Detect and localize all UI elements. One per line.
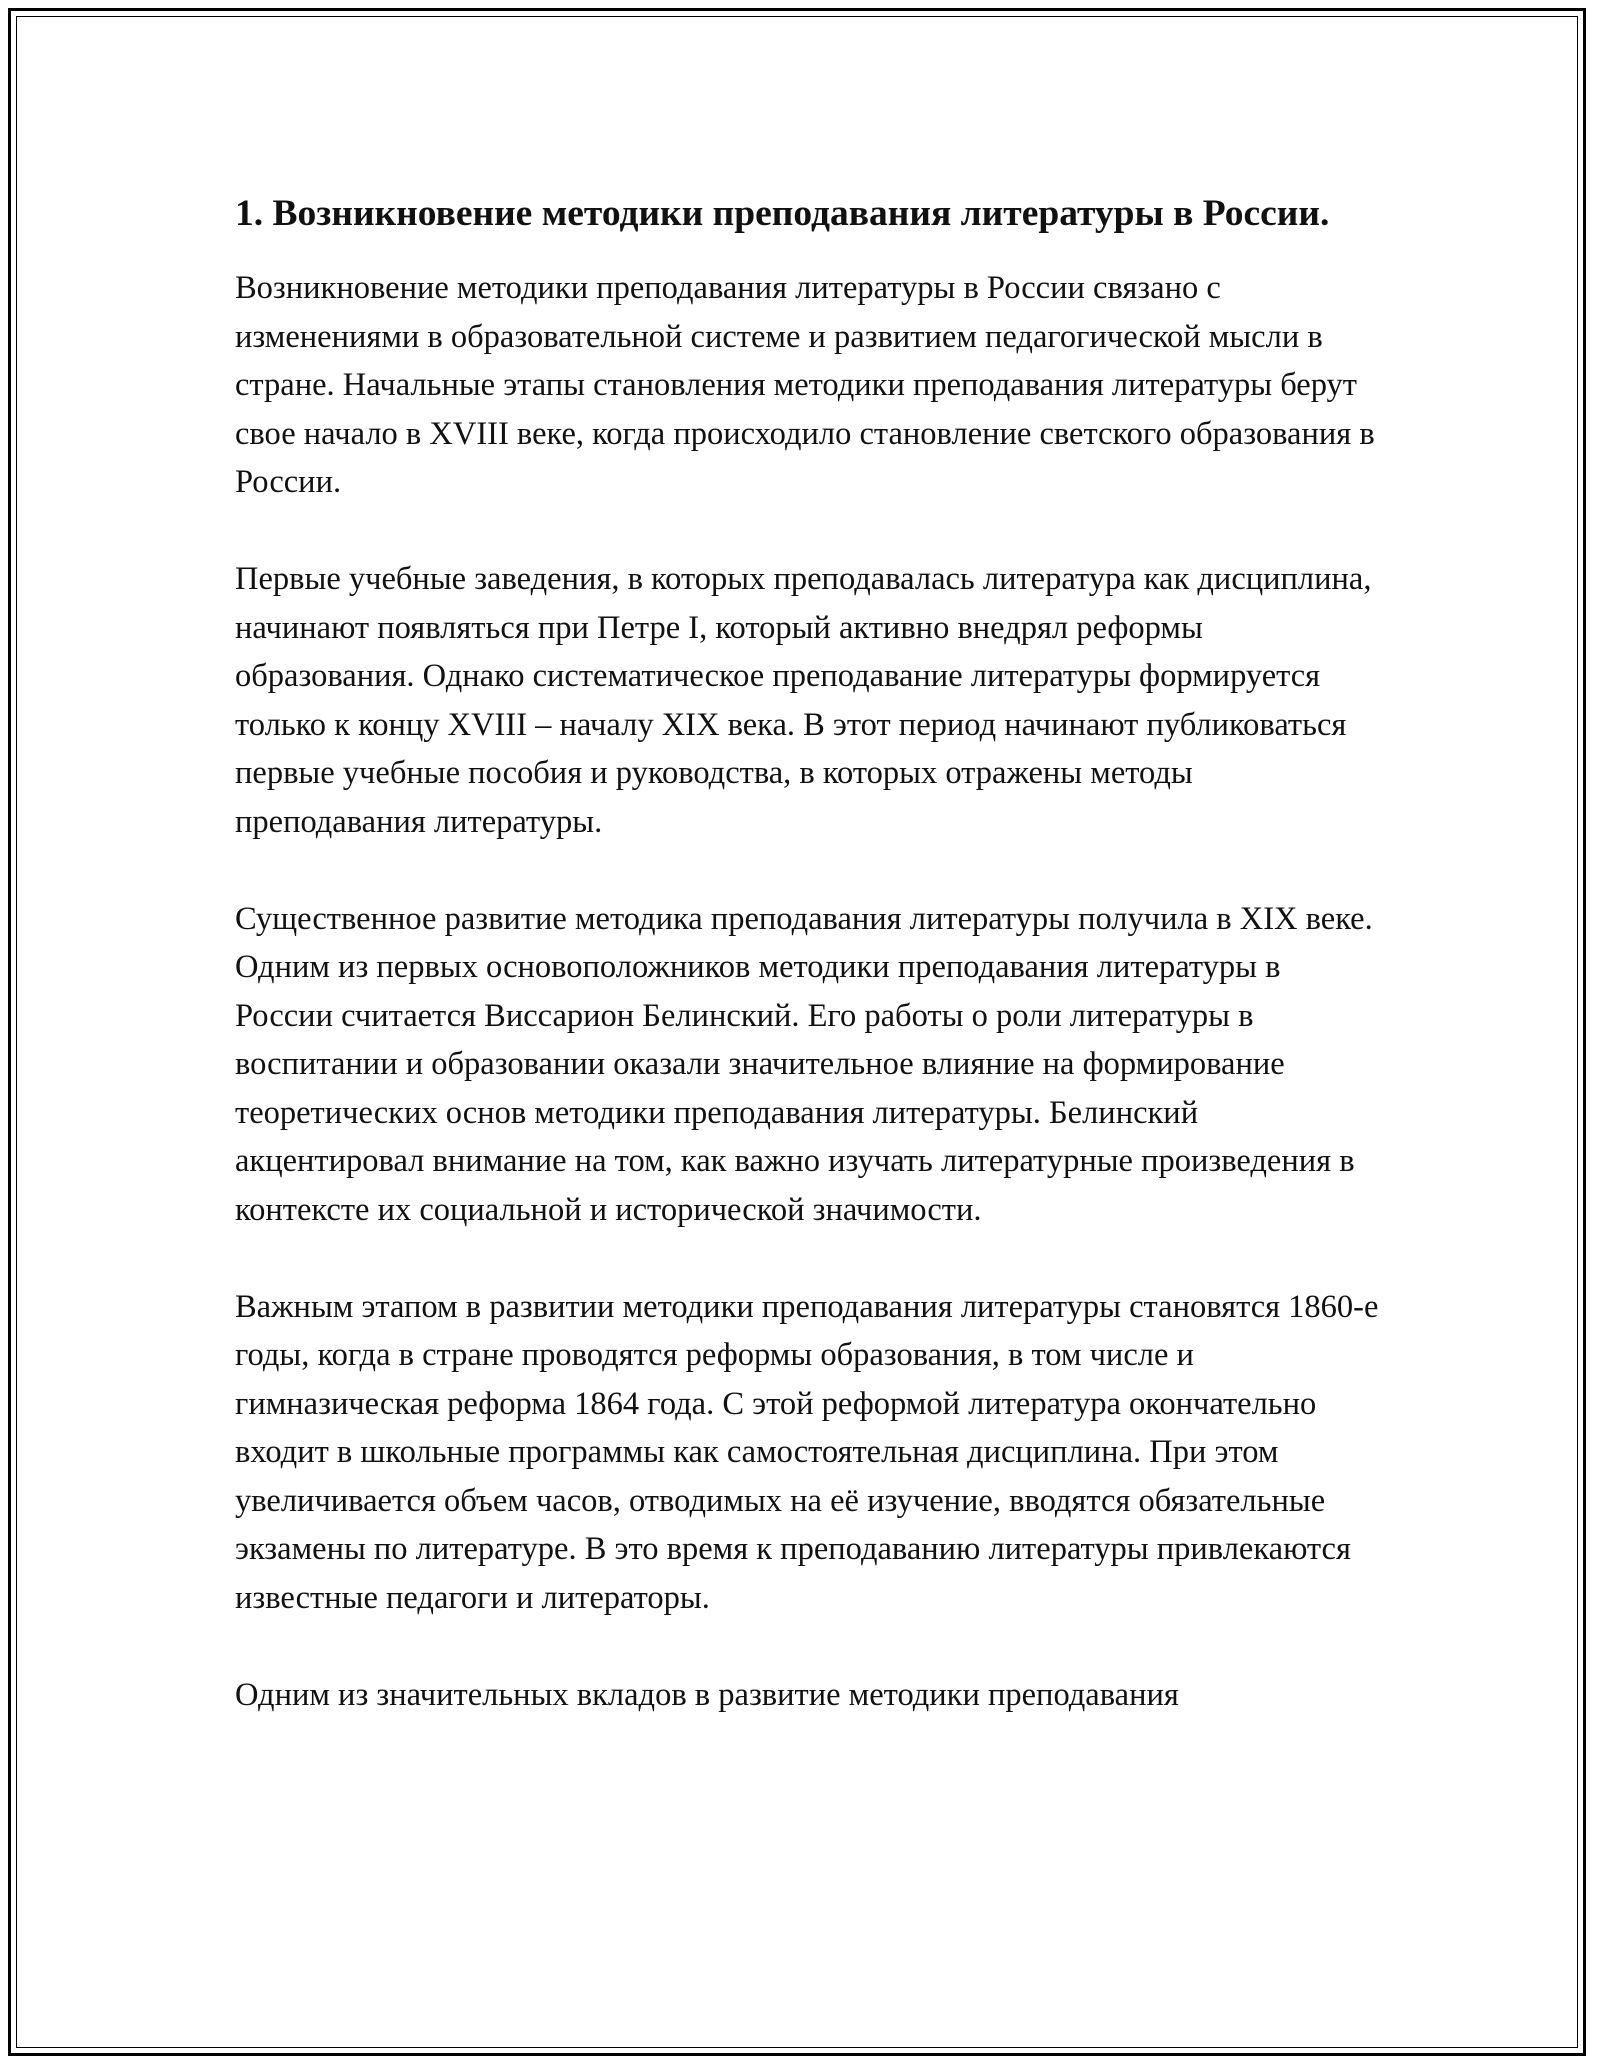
paragraph: Существенное развитие методика преподавания литературы получила в XIX веке. Одним из первых основоположников методики преподавания литературы в России считается Виссарион Белинский. Его работы о роли литературы в воспитании и образовании оказали значительное влияние на формирование теоретических основ методики преподавания литературы. Белинский акцентировал внимание на том, как важно изучать литературные произведения в контексте их социальной и исторической значимости.	[235, 900, 1373, 1228]
paragraph: Важным этапом в развитии методики преподавания литературы становятся 1860-е годы, когда в стране проводятся реформы образования, в том числе и гимназическая реформа 1864 года. С этой реформой литература окончательно входит в школьные программы как самостоятельная дисциплина. При этом увеличивается объем часов, отводимых на её изучение, вводятся обязательные экзамены по литературе. В это время к преподаванию литературы привлекаются известные педагоги и литераторы.	[235, 1288, 1379, 1616]
document-body	[235, 186, 1385, 1768]
paragraph: Возникновение методики преподавания литературы в России связано с изменениями в образовательной системе и развитием педагогической мысли в стране. Начальные этапы становления методики преподавания литературы берут свое начало в XVIII веке, когда происходило становление светского образования в России.	[235, 270, 1375, 500]
document-title: 1. Возникновение методики преподавания литературы в России.	[235, 193, 1330, 234]
paragraph: Первые учебные заведения, в которых преподавалась литература как дисциплина, начинают появляться при Петре I, который активно внедрял реформы образования. Однако систематическое преподавание литературы формируется только к концу XVIII – началу XIX века. В этот период начинают публиковаться первые учебные пособия и руководства, в которых отражены методы преподавания литературы.	[235, 561, 1372, 840]
paragraph: Одним из значительных вкладов в развитие методики преподавания	[235, 1676, 1179, 1713]
